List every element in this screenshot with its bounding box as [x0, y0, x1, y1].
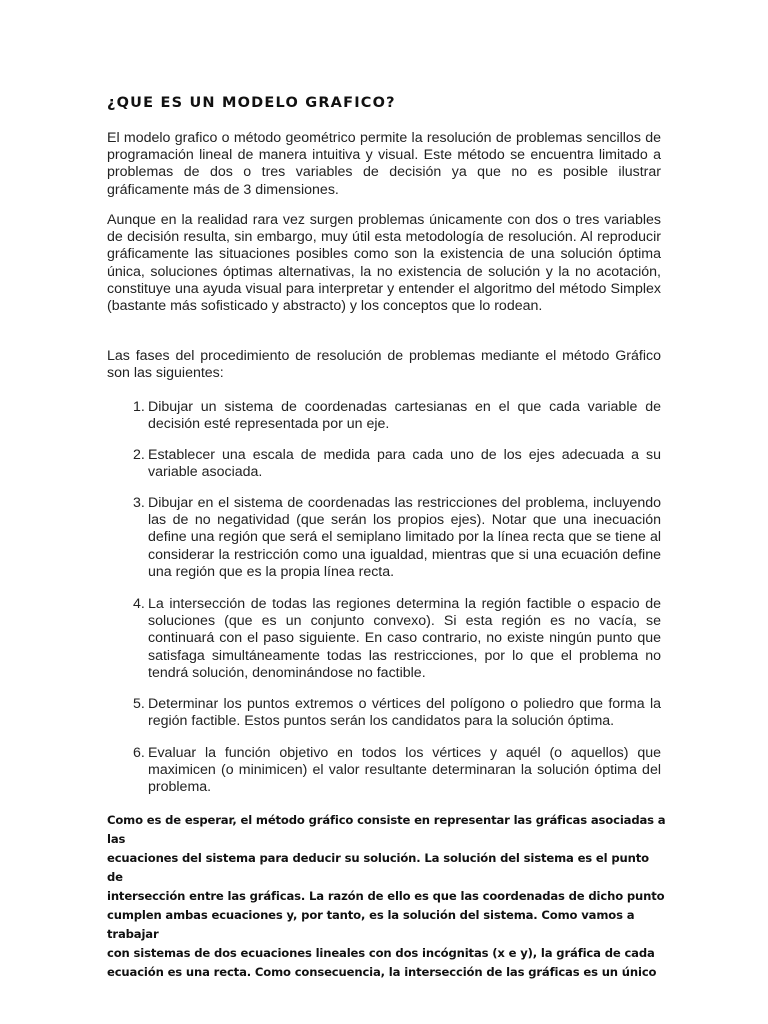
list-item-text: Establecer una escala de medida para cada uno de los ejes adecuada a su variable asociada.: [148, 447, 661, 481]
list-item: [133, 495, 661, 581]
closing-paragraph: [107, 811, 667, 982]
document-title: ¿QUE ES UN MODELO GRAFICO?: [107, 95, 396, 111]
list-item-number: 2.: [133, 447, 145, 463]
closing-line: con sistemas de dos ecuaciones lineales con dos incógnitas (x e y), la gráfica de cada: [107, 946, 655, 960]
context-paragraph: Aunque en la realidad rara vez surgen problemas únicamente con dos o tres variables de decisión resulta, sin embargo, muy útil esta metodología de resolución. Al reproducir gráficamente las situaciones posibles como son la existencia de una solución óptima única, soluciones óptimas alternativas, la no existencia de solución y la no acotación, constituye una ayuda visual para interpretar y entender el algoritmo del método Simplex (bastante más sofisticado y abstracto) y los conceptos que lo rodean.: [107, 212, 661, 315]
closing-line: intersección entre las gráficas. La razón de ello es que las coordenadas de dicho punto: [107, 889, 665, 903]
list-item: [133, 399, 661, 433]
closing-line: cumplen ambas ecuaciones y, por tanto, es la solución del sistema. Como vamos a trabajar: [107, 908, 635, 941]
list-item-text: Dibujar en el sistema de coordenadas las restricciones del problema, incluyendo las de no negatividad (que serán los propios ejes). Notar que una inecuación define una región que será el semiplano limitado por la línea recta que se tiene al considerar la restricción como una igualdad, mientras que si una ecuación define una región que es la propia línea recta.: [148, 495, 661, 580]
list-item-number: 4.: [133, 596, 145, 612]
closing-line: ecuación es una recta. Como consecuencia, la intersección de las gráficas es un único: [107, 965, 657, 979]
list-item-number: 1.: [133, 399, 145, 415]
list-item: [133, 447, 661, 481]
list-item-number: 6.: [133, 745, 145, 761]
list-item-text: Evaluar la función objetivo en todos los vértices y aquél (o aquellos) que maximicen (o minimicen) el valor resultante determinaran la solución óptima del problema.: [148, 745, 661, 796]
list-item-text: Dibujar un sistema de coordenadas cartesianas en el que cada variable de decisión esté representada por un eje.: [148, 399, 661, 433]
phases-intro-paragraph: Las fases del procedimiento de resolución de problemas mediante el método Gráfico son las siguientes:: [107, 348, 661, 382]
list-item: [133, 745, 661, 797]
intro-paragraph: El modelo grafico o método geométrico permite la resolución de problemas sencillos de programación lineal de manera intuitiva y visual. Este método se encuentra limitado a problemas de dos o tres variables de decisión ya que no es posible ilustrar gráficamente más de 3 dimensiones.: [107, 130, 661, 198]
list-item-number: 3.: [133, 495, 145, 511]
list-item-number: 5.: [133, 696, 145, 712]
closing-line: ecuaciones del sistema para deducir su solución. La solución del sistema es el punto de: [107, 851, 649, 884]
list-item-text: La intersección de todas las regiones determina la región factible o espacio de soluciones (que es un conjunto convexo). Si esta región es no vacía, se continuará con el paso siguiente. En caso contrario, no existe ningún punto que satisfaga simultáneamente todas las restricciones, por lo que el problema no tendrá solución, denominándose no factible.: [148, 596, 661, 681]
list-item: [133, 696, 661, 730]
closing-line: Como es de esperar, el método gráfico consiste en representar las gráficas asociadas a las: [107, 813, 666, 846]
list-item-text: Determinar los puntos extremos o vértices del polígono o poliedro que forma la región factible. Estos puntos serán los candidatos para la solución óptima.: [148, 696, 661, 730]
list-item: [133, 596, 661, 682]
